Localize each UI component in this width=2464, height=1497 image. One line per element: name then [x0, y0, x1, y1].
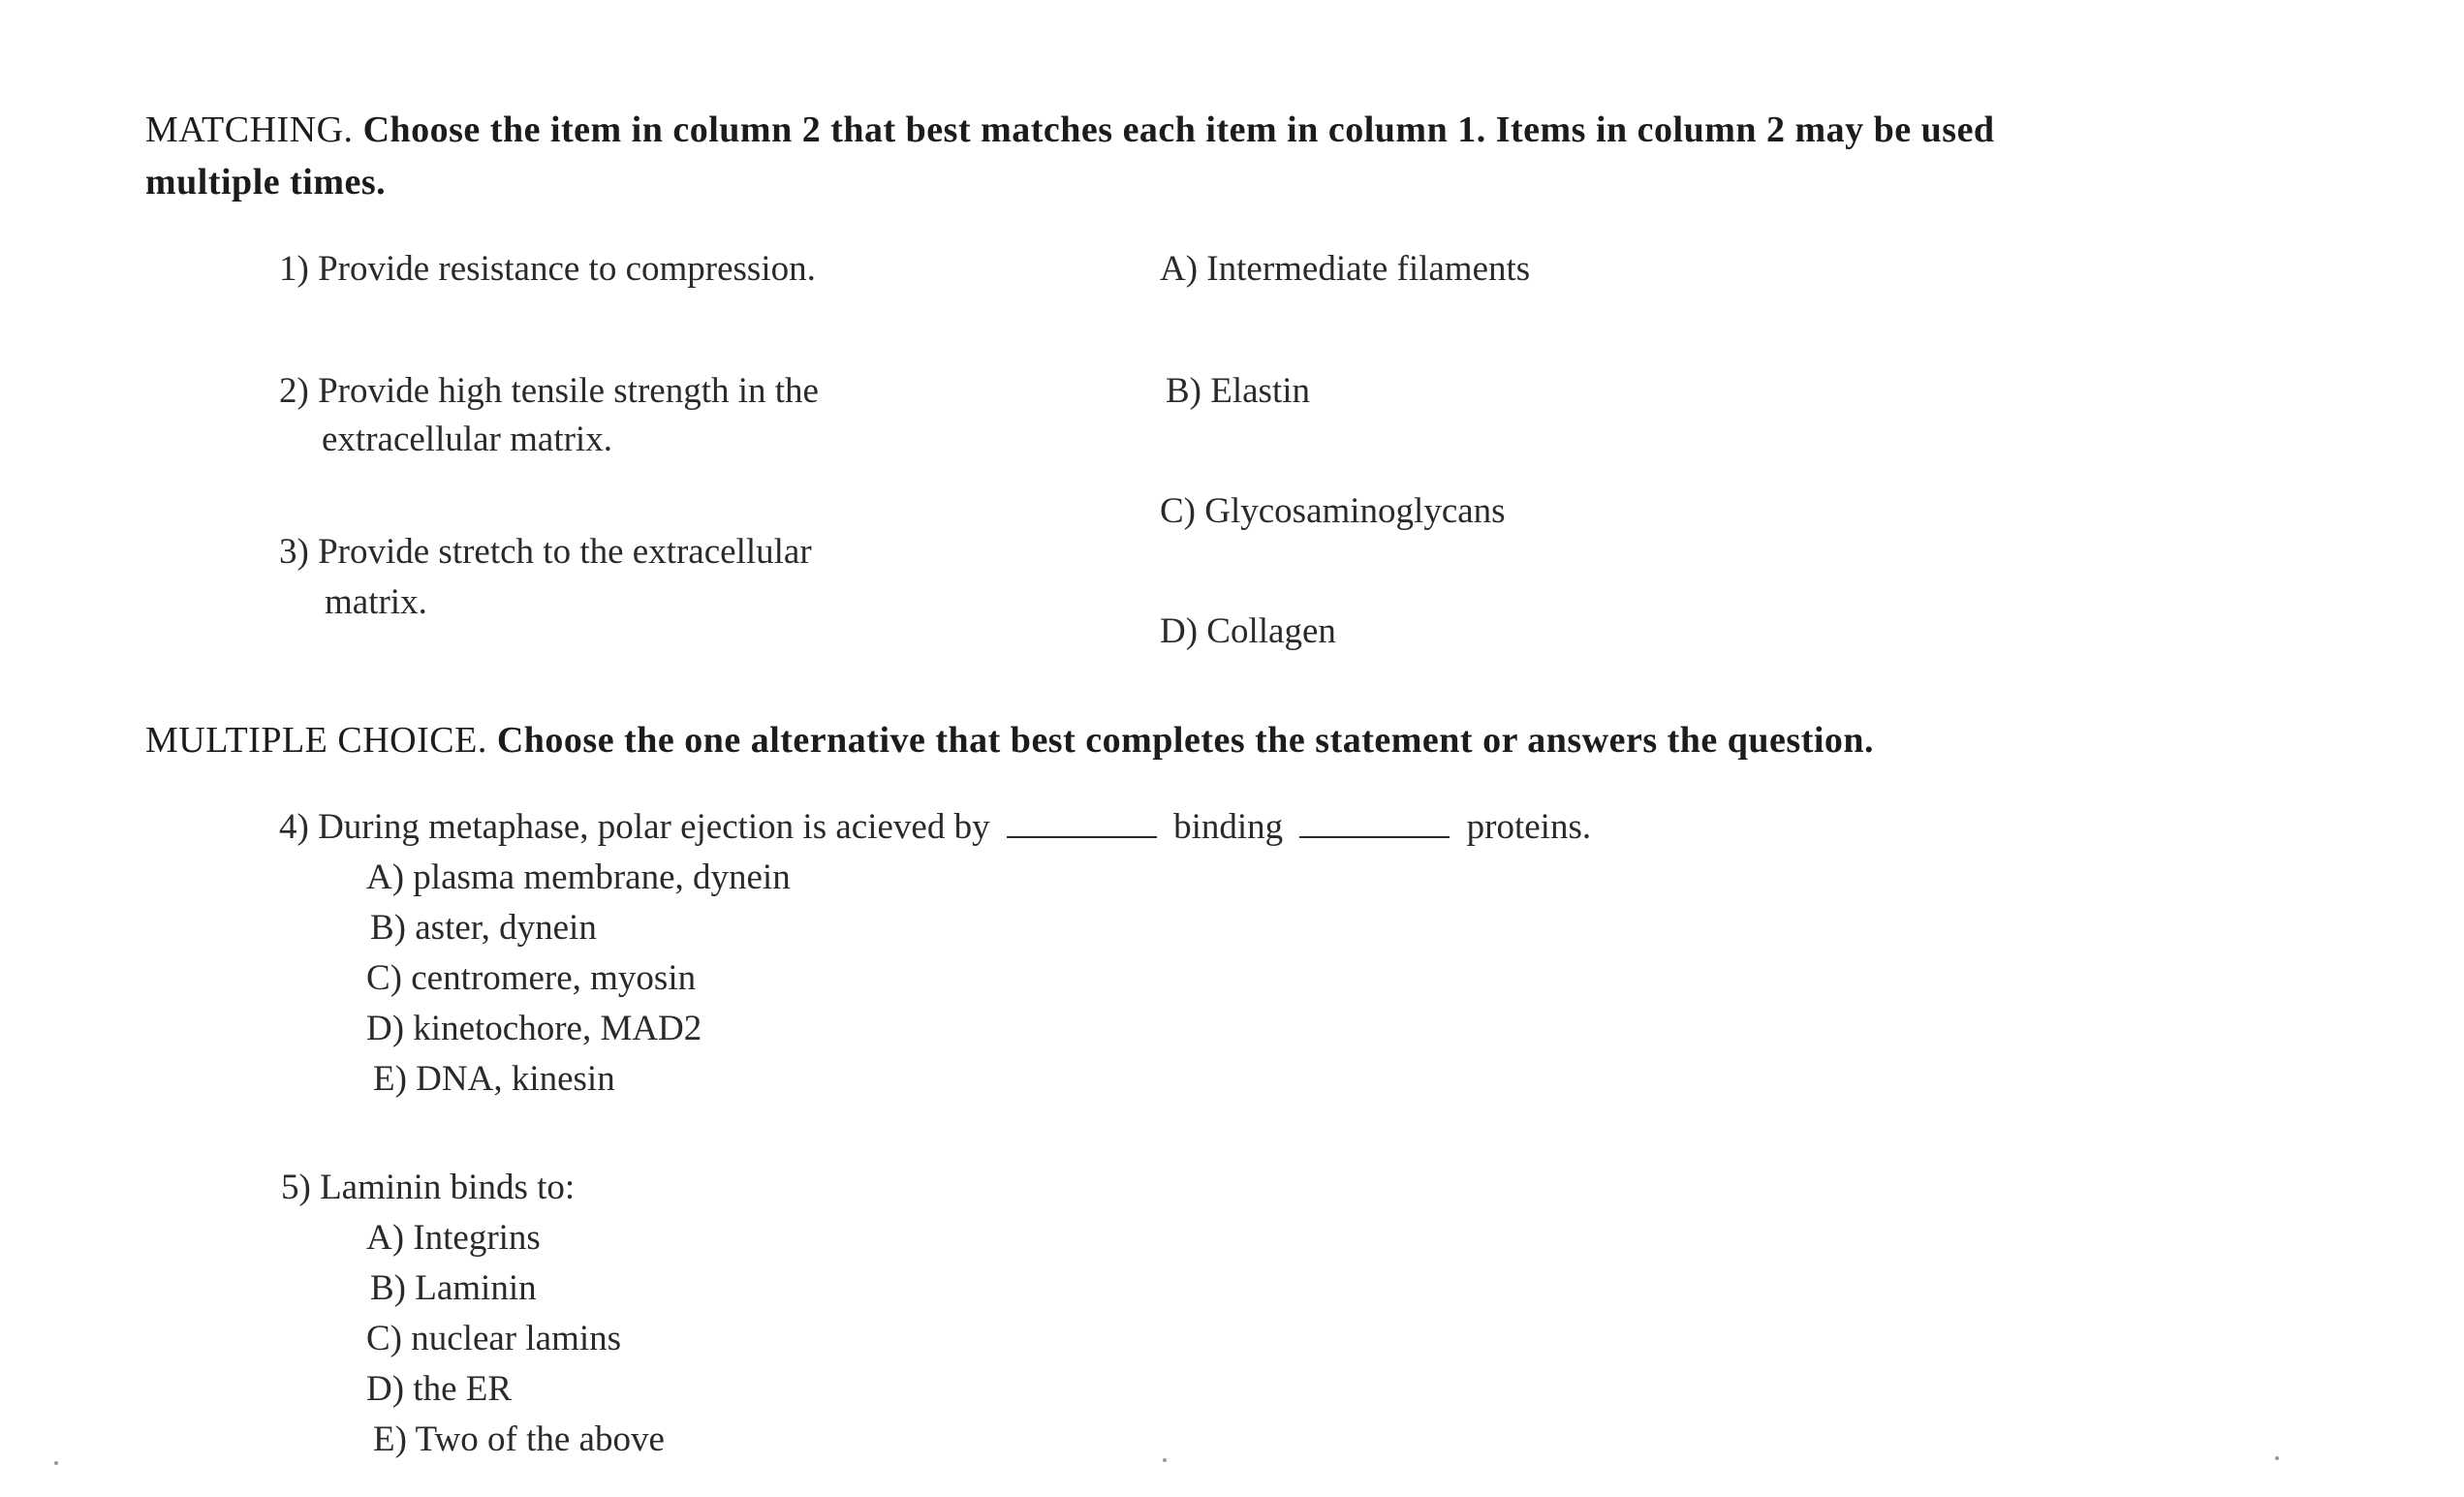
question-4-stem-part3: proteins. [1466, 807, 1592, 847]
matching-item-3-cont: matrix. [325, 582, 427, 622]
q4-option-b: B) aster, dynein [370, 908, 597, 948]
matching-instructions [145, 109, 1995, 151]
question-5-stem: 5) Laminin binds to: [281, 1168, 576, 1207]
mc-instructions-text: Choose the one alternative that best completes the statement or answers the question. [496, 720, 1875, 761]
matching-instructions-line2: multiple times. [145, 162, 387, 203]
q4-option-e: E) DNA, kinesin [373, 1059, 615, 1099]
question-4-stem-part1: 4) During metaphase, polar ejection is acieved by [279, 807, 990, 847]
matching-item-2: 2) Provide high tensile strength in the [279, 371, 819, 411]
question-4-stem-part2: binding [1173, 807, 1284, 847]
mc-heading: MULTIPLE CHOICE. [145, 720, 487, 761]
mc-instructions [145, 719, 1874, 762]
matching-option-c: C) Glycosaminoglycans [1160, 491, 1506, 531]
matching-option-a: A) Intermediate filaments [1160, 249, 1531, 289]
blank-1 [1007, 809, 1157, 838]
q4-option-a: A) plasma membrane, dynein [366, 858, 791, 897]
q5-option-b: B) Laminin [370, 1268, 537, 1308]
scan-speck [1163, 1458, 1167, 1462]
scan-speck [2275, 1456, 2279, 1460]
matching-instructions-line1: Choose the item in column 2 that best matches each item in column 1. Items in column 2 may be used [362, 109, 1995, 150]
q5-option-d: D) the ER [366, 1369, 513, 1409]
question-4-stem [279, 806, 1591, 848]
matching-heading: MATCHING. [145, 109, 354, 150]
blank-2 [1299, 809, 1450, 838]
matching-item-3: 3) Provide stretch to the extracellular [279, 532, 812, 572]
q4-option-c: C) centromere, myosin [366, 958, 697, 998]
q5-option-c: C) nuclear lamins [366, 1319, 622, 1358]
scan-speck [54, 1461, 58, 1465]
q4-option-d: D) kinetochore, MAD2 [366, 1009, 702, 1048]
matching-option-b: B) Elastin [1166, 371, 1311, 411]
q5-option-e: E) Two of the above [373, 1419, 665, 1459]
matching-option-d: D) Collagen [1160, 611, 1336, 651]
matching-item-1: 1) Provide resistance to compression. [279, 249, 816, 289]
q5-option-a: A) Integrins [366, 1218, 541, 1258]
matching-item-2-cont: extracellular matrix. [322, 420, 612, 459]
